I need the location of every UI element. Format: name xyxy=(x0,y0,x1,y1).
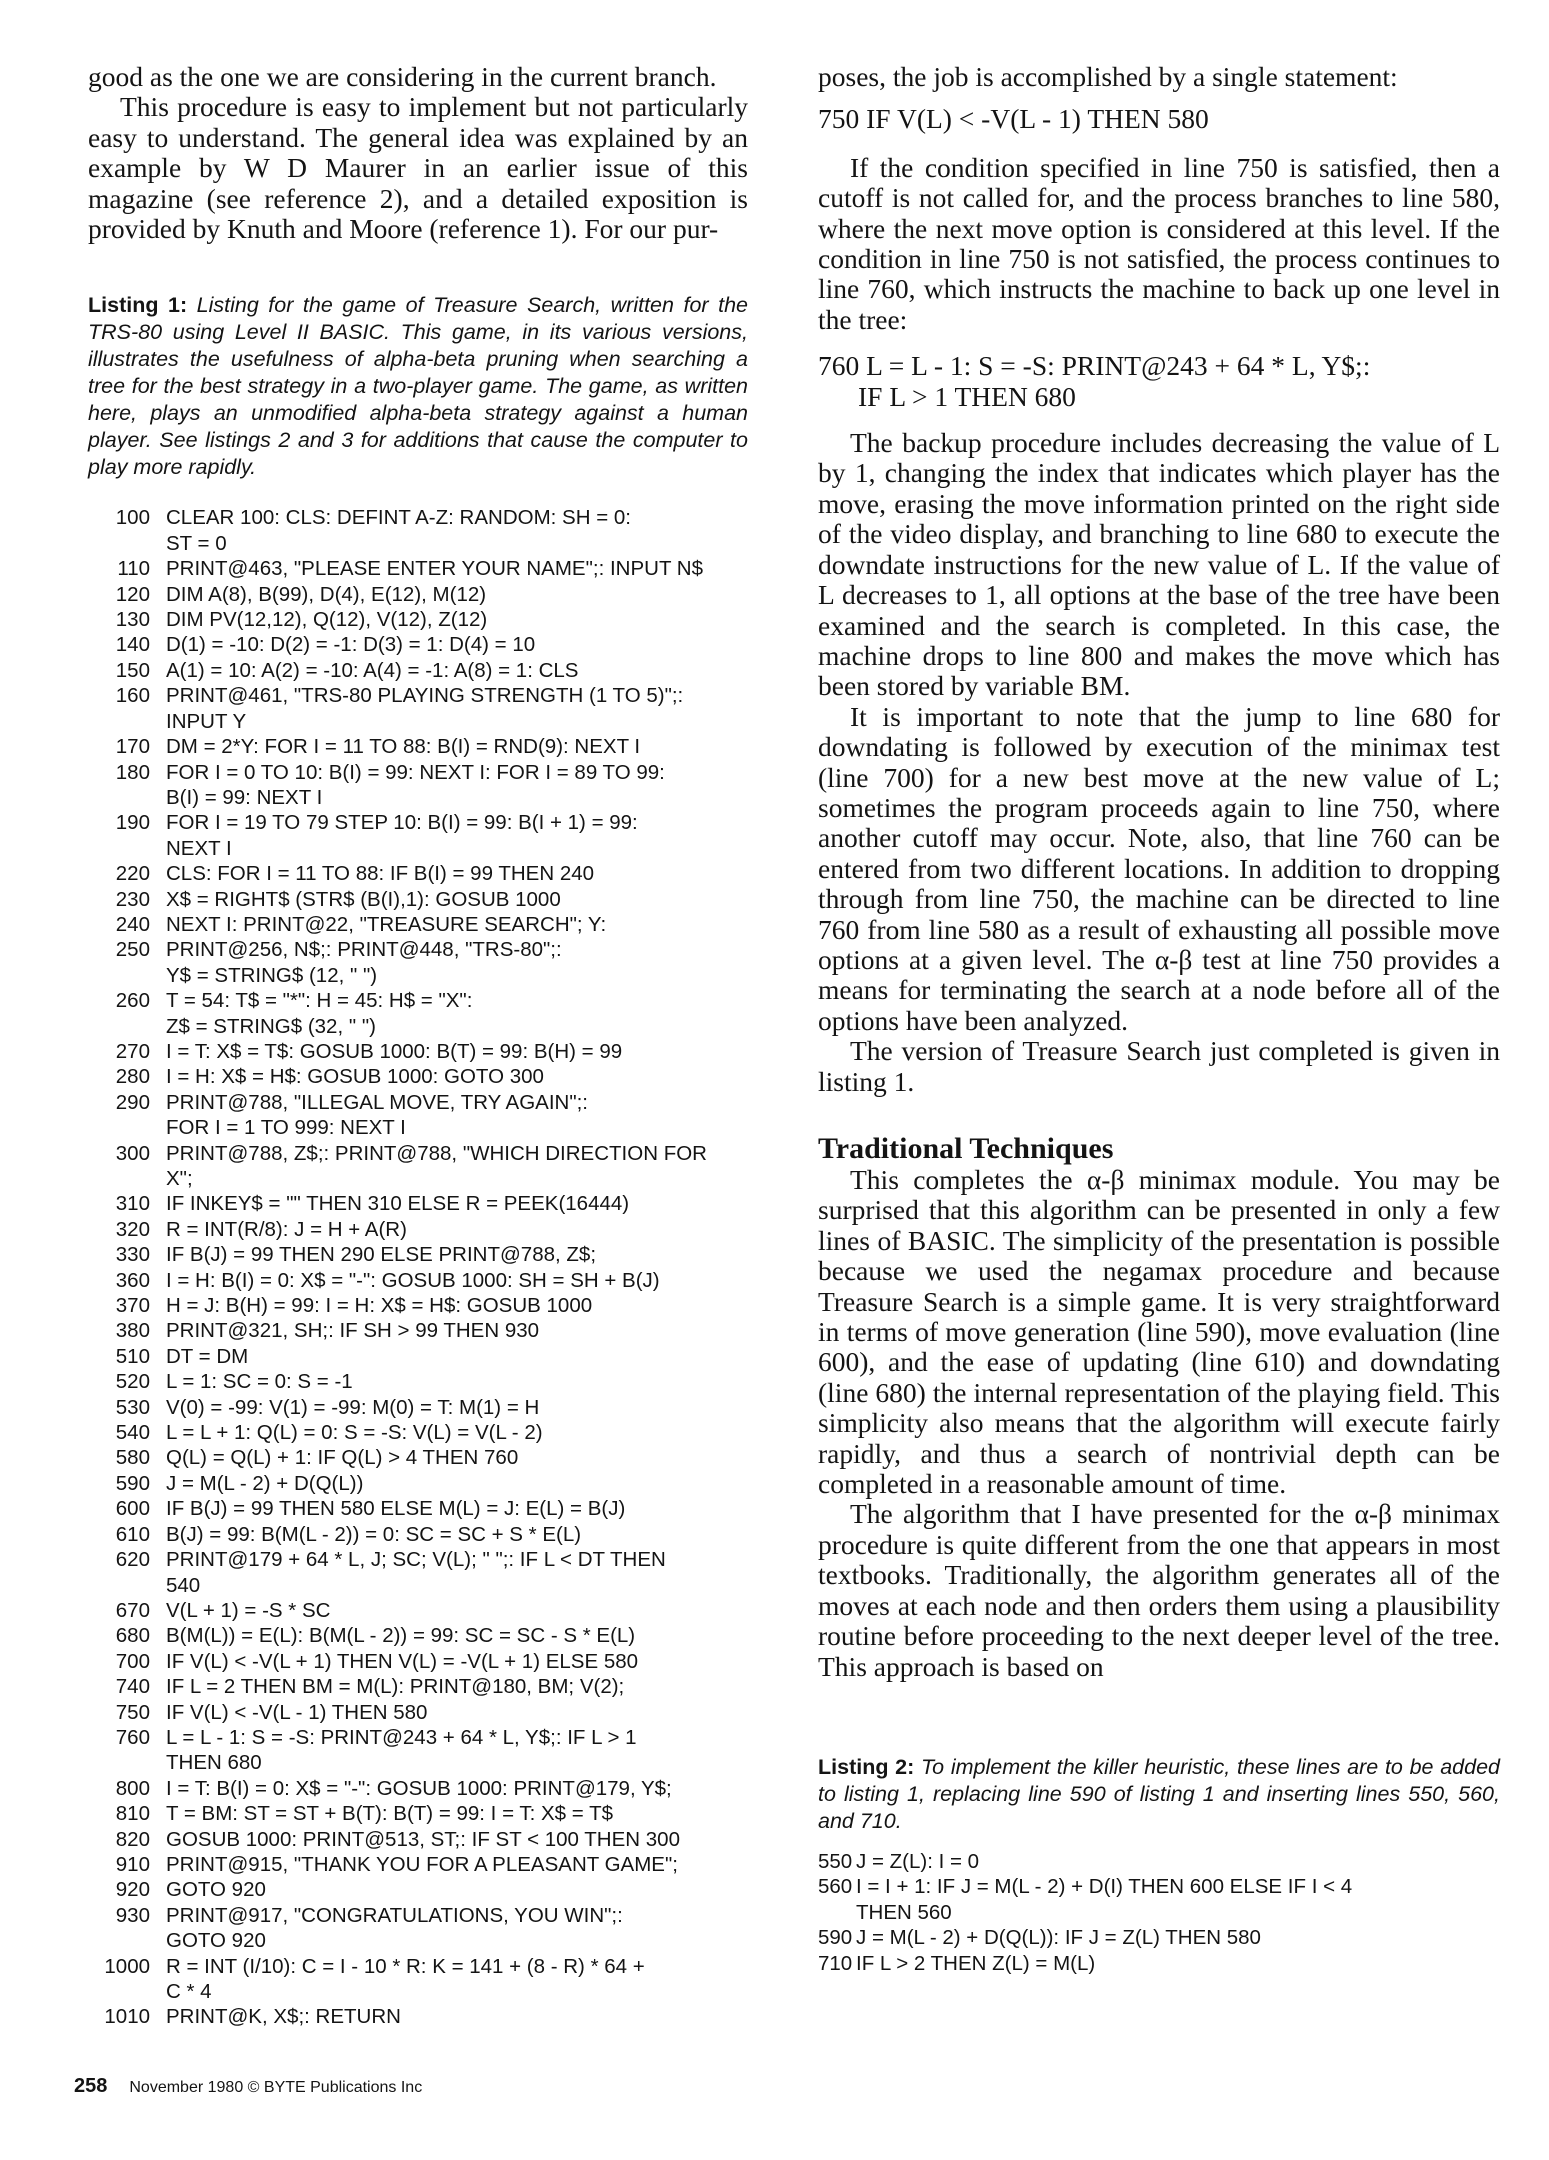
line-code xyxy=(166,1318,748,1343)
line-code xyxy=(166,632,748,657)
line-code xyxy=(856,1925,1500,1950)
line-number: 290 xyxy=(115,1090,150,1114)
line-code xyxy=(166,1598,748,1623)
code-text: INPUT Y xyxy=(166,709,247,733)
code-text: T = 54: T$ = "*": H = 45: H$ = "X": xyxy=(166,989,473,1013)
section-heading: Traditional Techniques xyxy=(818,1132,1114,1165)
code-text: B(J) = 99: B(M(L - 2)) = 0: SC = SC + S * E(L) xyxy=(166,1522,582,1546)
code-text: L = L - 1: S = -S: PRINT@243 + 64 * L, Y$;: IF L > 1 xyxy=(166,1725,637,1749)
line-code xyxy=(166,1217,748,1242)
listing-line xyxy=(88,582,748,607)
line-code xyxy=(166,1522,748,1547)
line-code xyxy=(166,1725,748,1776)
code-text: DT = DM xyxy=(166,1344,249,1368)
line-code xyxy=(166,760,748,811)
code-text: PRINT@256, N$;: PRINT@448, "TRS-80";: xyxy=(166,938,562,962)
code-text: PRINT@461, "TRS-80 PLAYING STRENGTH (1 TO 5)";: xyxy=(166,684,684,708)
code-text: FOR I = 0 TO 10: B(I) = 99: NEXT I: FOR I = 89 TO 99: xyxy=(166,760,665,784)
line-code xyxy=(166,1395,748,1420)
line-number: 260 xyxy=(115,989,150,1013)
code-text: FOR I = 19 TO 79 STEP 10: B(I) = 99: B(I + 1) = 99: xyxy=(166,811,638,835)
right-column xyxy=(818,62,1500,1976)
code-text: Z$ = STRING$ (32, " ") xyxy=(166,1014,376,1038)
page-footer xyxy=(74,2075,422,2098)
line-code xyxy=(166,505,748,556)
listing-line xyxy=(88,1268,748,1293)
line-number: 590 xyxy=(115,1471,150,1495)
line-number: 130 xyxy=(115,608,150,632)
listing-line xyxy=(818,1874,1500,1925)
right-top xyxy=(818,62,1500,92)
paragraph: The version of Treasure Search just completed is given in listing 1. xyxy=(818,1035,1500,1097)
line-code xyxy=(166,1344,748,1369)
line-code xyxy=(166,1649,748,1674)
code-text: GOSUB 1000: PRINT@513, ST;: IF ST < 100 THEN 300 xyxy=(166,1827,680,1851)
line-code xyxy=(166,2004,748,2029)
line-code xyxy=(166,1877,748,1902)
listing-line xyxy=(88,760,748,811)
line-code xyxy=(166,1852,748,1877)
line-code xyxy=(166,1445,748,1470)
code-text: FOR I = 1 TO 999: NEXT I xyxy=(166,1116,406,1140)
line-number: 270 xyxy=(115,1039,150,1063)
line-code xyxy=(166,1776,748,1801)
paragraph: It is important to note that the jump to line 680 for downdating is followed by execution of the minimax test (line 700) for a new best move at the new value of L; sometimes the program proceeds again to line 750, where another cutoff may occur. Note, also, that line 760 can be entered from two different locations. In addition to dropping through from line 750, the machine can be directed to line 760 from line 580 as a result of exhausting all possible move options at a given level. The α-β test at line 750 provides a means for terminating the search at a node before all of the options have been analyzed. xyxy=(818,700,1500,1036)
listing-line xyxy=(88,1954,748,2005)
code-text: T = BM: ST = ST + B(T): B(T) = 99: I = T: X$ = T$ xyxy=(166,1802,613,1826)
line-code xyxy=(166,1547,748,1598)
listing1 xyxy=(88,505,748,2029)
code-text: PRINT@917, "CONGRATULATIONS, YOU WIN";: xyxy=(166,1903,623,1927)
line-code xyxy=(166,1191,748,1216)
line-number: 250 xyxy=(115,938,150,962)
line-code xyxy=(166,1420,748,1445)
listing-line xyxy=(88,1191,748,1216)
listing-line xyxy=(88,1090,748,1141)
listing-line xyxy=(88,1242,748,1267)
code-text: IF L > 2 THEN Z(L) = M(L) xyxy=(856,1951,1096,1975)
line-number: 330 xyxy=(115,1243,150,1267)
listing-line xyxy=(88,1471,748,1496)
statement-750 xyxy=(818,104,1500,134)
listing-line xyxy=(88,988,748,1039)
listing-line xyxy=(88,1064,748,1089)
line-number: 140 xyxy=(115,633,150,657)
line-number: 530 xyxy=(115,1395,150,1419)
code-text: IF INKEY$ = "" THEN 310 ELSE R = PEEK(16444) xyxy=(166,1192,630,1216)
code-text: B(I) = 99: NEXT I xyxy=(166,785,323,809)
right-paras xyxy=(818,428,1500,1097)
line-code xyxy=(166,988,748,1039)
caption-label: Listing 2: xyxy=(818,1754,915,1779)
listing-line xyxy=(88,1369,748,1394)
line-number: 710 xyxy=(818,1951,853,1975)
code-text: GOTO 920 xyxy=(166,1878,266,1902)
line-code xyxy=(166,1954,748,2005)
code-text: D(1) = -10: D(2) = -1: D(3) = 1: D(4) = 10 xyxy=(166,633,536,657)
listing-line xyxy=(88,937,748,988)
line-number: 160 xyxy=(115,684,150,708)
line-code xyxy=(166,810,748,861)
listing-line xyxy=(88,1344,748,1369)
code-text: J = M(L - 2) + D(Q(L)) xyxy=(166,1471,364,1495)
line-code xyxy=(166,1471,748,1496)
listing-line xyxy=(88,1776,748,1801)
line-code xyxy=(166,607,748,632)
line-number: 380 xyxy=(115,1319,150,1343)
line-code xyxy=(166,1039,748,1064)
line-number: 930 xyxy=(115,1903,150,1927)
line-code xyxy=(166,1242,748,1267)
line-code xyxy=(166,861,748,886)
page-number: 258 xyxy=(74,2075,108,2097)
line-number: 220 xyxy=(115,862,150,886)
listing-line xyxy=(88,1649,748,1674)
line-number: 510 xyxy=(115,1344,150,1368)
line-code xyxy=(166,556,748,581)
line-code xyxy=(856,1951,1500,1976)
code-text: V(L + 1) = -S * SC xyxy=(166,1598,331,1622)
line-code xyxy=(166,1268,748,1293)
code-text: I = H: B(I) = 0: X$ = "-": GOSUB 1000: SH = SH + B(J) xyxy=(166,1268,660,1292)
listing-line xyxy=(88,861,748,886)
line-number: 580 xyxy=(115,1446,150,1470)
listing-line xyxy=(88,1141,748,1192)
code-text: IF V(L) < -V(L + 1) THEN V(L) = -V(L + 1) ELSE 580 xyxy=(166,1649,639,1673)
code-text: DM = 2*Y: FOR I = 11 TO 88: B(I) = RND(9): NEXT I xyxy=(166,735,641,759)
listing-line xyxy=(818,1849,1500,1874)
code-text: J = M(L - 2) + D(Q(L)): IF J = Z(L) THEN 580 xyxy=(856,1926,1261,1950)
line-number: 300 xyxy=(115,1141,150,1165)
listing-line xyxy=(88,887,748,912)
listing-line xyxy=(88,2004,748,2029)
line-number: 820 xyxy=(115,1827,150,1851)
right-para-after-750 xyxy=(818,153,1500,335)
listing-line xyxy=(88,1293,748,1318)
code-line: IF L > 1 THEN 680 xyxy=(858,380,1076,412)
listing1-caption xyxy=(88,292,748,481)
line-code xyxy=(166,1064,748,1089)
code-text: I = I + 1: IF J = M(L - 2) + D(I) THEN 600 ELSE IF I < 4 xyxy=(856,1875,1353,1899)
code-text: X$ = RIGHT$ (STR$ (B(I),1): GOSUB 1000 xyxy=(166,887,561,911)
listing-line xyxy=(88,1827,748,1852)
caption-label: Listing 1: xyxy=(88,293,188,318)
line-number: 910 xyxy=(115,1852,150,1876)
listing-line xyxy=(88,1700,748,1725)
line-number: 280 xyxy=(115,1065,150,1089)
paragraph: good as the one we are considering in the current branch. xyxy=(88,61,717,92)
listing-line xyxy=(88,658,748,683)
code-text: X"; xyxy=(166,1167,193,1190)
line-number: 610 xyxy=(115,1522,150,1546)
code-text: IF B(J) = 99 THEN 290 ELSE PRINT@788, Z$; xyxy=(166,1243,597,1267)
line-code xyxy=(166,582,748,607)
code-text: PRINT@321, SH;: IF SH > 99 THEN 930 xyxy=(166,1319,540,1343)
line-code xyxy=(166,1827,748,1852)
listing-line xyxy=(88,1039,748,1064)
code-text: DIM PV(12,12), Q(12), V(12), Z(12) xyxy=(166,608,488,632)
caption-text: Listing for the game of Treasure Search, written for the TRS-80 using Level II BASIC. This game, in its various versions, illustrates the usefulness of alpha-beta pruning when searching a tree for the best strategy in a two-player game. The game, as written here, plays an unmodified alpha-beta strategy against a human player. See listings 2 and 3 for additions that cause the computer to play more rapidly. xyxy=(88,293,748,480)
code-text: CLEAR 100: CLS: DEFINT A-Z: RANDOM: SH = 0: xyxy=(166,506,631,530)
code-text: R = INT(R/8): J = H + A(R) xyxy=(166,1217,407,1241)
code-text: C * 4 xyxy=(166,1980,212,2003)
caption-text: To implement the killer heuristic, these lines are to be added to listing 1, replacing line 590 of listing 1 and inserting lines 550, 560, and 710. xyxy=(818,1754,1500,1833)
line-code xyxy=(166,1801,748,1826)
listing-line xyxy=(88,912,748,937)
code-text: R = INT (I/10): C = I - 10 * R: K = 141 + (8 - R) * 64 + xyxy=(166,1954,645,1978)
line-number: 180 xyxy=(115,760,150,784)
paragraph: This procedure is easy to implement but not particularly easy to understand. The general idea was explained by an example by W D Maurer in an earlier issue of this magazine (see reference 2), and a detailed exposition is provided by Knuth and Moore (reference 1). For our pur- xyxy=(88,91,748,245)
listing-line xyxy=(88,734,748,759)
line-number: 190 xyxy=(115,811,150,835)
code-text: CLS: FOR I = 11 TO 88: IF B(I) = 99 THEN 240 xyxy=(166,862,595,886)
listing-line xyxy=(88,810,748,861)
line-code xyxy=(166,1700,748,1725)
code-text: PRINT@788, "ILLEGAL MOVE, TRY AGAIN";: xyxy=(166,1090,588,1114)
line-number: 620 xyxy=(115,1548,150,1572)
line-code xyxy=(166,887,748,912)
line-number: 810 xyxy=(115,1802,150,1826)
line-code xyxy=(166,937,748,988)
line-code xyxy=(166,1369,748,1394)
left-column xyxy=(88,62,748,2030)
paragraph: If the condition specified in line 750 is satisfied, then a cutoff is not called for, and the process branches to line 580, where the next move option is considered at this level. If the condition in line 750 is not satisfied, the process continues to line 760, which instructs the machine to back up one level in the tree: xyxy=(818,151,1500,335)
listing-line xyxy=(88,1801,748,1826)
line-number: 680 xyxy=(115,1624,150,1648)
line-number: 920 xyxy=(115,1878,150,1902)
code-text: IF V(L) < -V(L - 1) THEN 580 xyxy=(166,1700,428,1724)
listing-line xyxy=(88,1217,748,1242)
listing-line xyxy=(88,632,748,657)
line-code xyxy=(166,912,748,937)
code-text: PRINT@788, Z$;: PRINT@788, "WHICH DIRECTION FOR xyxy=(166,1141,707,1165)
listing-line xyxy=(88,505,748,556)
listing-line xyxy=(88,1725,748,1776)
listing-line xyxy=(88,1674,748,1699)
line-number: 590 xyxy=(818,1926,853,1950)
line-code xyxy=(166,1293,748,1318)
line-number: 310 xyxy=(115,1192,150,1216)
code-text: J = Z(L): I = 0 xyxy=(856,1849,980,1873)
listing-line xyxy=(88,1547,748,1598)
code-line: 750 IF V(L) < -V(L - 1) THEN 580 xyxy=(818,103,1209,135)
listing-line xyxy=(88,1395,748,1420)
code-text: I = T: X$ = T$: GOSUB 1000: B(T) = 99: B(H) = 99 xyxy=(166,1039,623,1063)
line-number: 110 xyxy=(117,557,150,581)
line-number: 700 xyxy=(115,1649,150,1673)
code-text: ST = 0 xyxy=(166,531,227,555)
line-code xyxy=(166,1903,748,1954)
line-number: 1010 xyxy=(104,2005,150,2029)
listing-line xyxy=(88,1496,748,1521)
listing-line xyxy=(88,1598,748,1623)
code-line: 760 L = L - 1: S = -S: PRINT@243 + 64 * L, Y$;: xyxy=(818,350,1371,382)
line-code xyxy=(166,1090,748,1141)
line-number: 100 xyxy=(115,506,150,530)
line-number: 170 xyxy=(115,735,150,759)
listing-line xyxy=(88,1445,748,1470)
code-text: GOTO 920 xyxy=(166,1929,266,1953)
code-text: NEXT I: PRINT@22, "TREASURE SEARCH"; Y: xyxy=(166,912,607,936)
code-text: IF L = 2 THEN BM = M(L): PRINT@180, BM; V(2); xyxy=(166,1675,625,1699)
code-text: NEXT I xyxy=(166,836,232,860)
code-text: DIM A(8), B(99), D(4), E(12), M(12) xyxy=(166,582,487,606)
line-number: 670 xyxy=(115,1598,150,1622)
line-number: 1000 xyxy=(104,1954,150,1978)
code-text: I = H: X$ = H$: GOSUB 1000: GOTO 300 xyxy=(166,1065,544,1089)
listing-line xyxy=(88,607,748,632)
listing-line xyxy=(88,1522,748,1547)
right-paras2 xyxy=(818,1165,1500,1682)
code-text: I = T: B(I) = 0: X$ = "-": GOSUB 1000: PRINT@179, Y$; xyxy=(166,1776,672,1800)
line-number: 240 xyxy=(115,912,150,936)
line-code xyxy=(166,1674,748,1699)
line-code xyxy=(166,658,748,683)
line-number: 600 xyxy=(115,1497,150,1521)
listing2 xyxy=(818,1849,1500,1976)
line-code xyxy=(166,1141,748,1192)
paragraph: This completes the α-β minimax module. You may be surprised that this algorithm can be presented in only a few lines of BASIC. The simplicity of the presentation is possible because we used the negamax procedure and because Treasure Search is a simple game. It is very straightforward in terms of move generation (line 590), move evaluation (line 600), and the ease of updating (line 610) and downdating (line 680) the internal representation of the playing field. This simplicity also means that the algorithm will execute fairly rapidly, and thus a search of nontrivial depth can be completed in a reasonable amount of time. xyxy=(818,1164,1500,1500)
code-text: Y$ = STRING$ (12, " ") xyxy=(166,963,378,987)
code-text: THEN 680 xyxy=(166,1751,262,1775)
code-text: L = L + 1: Q(L) = 0: S = -S: V(L) = V(L - 2) xyxy=(166,1421,543,1445)
line-number: 740 xyxy=(115,1675,150,1699)
paragraph: poses, the job is accomplished by a single statement: xyxy=(818,61,1398,92)
listing-line xyxy=(818,1925,1500,1950)
line-number: 120 xyxy=(115,582,150,606)
left-intro xyxy=(88,62,748,244)
line-code xyxy=(166,1623,748,1648)
line-code xyxy=(166,734,748,759)
code-text: A(1) = 10: A(2) = -10: A(4) = -1: A(8) = 1: CLS xyxy=(166,658,579,682)
code-text: PRINT@915, "THANK YOU FOR A PLEASANT GAME"; xyxy=(166,1852,678,1876)
code-text: L = 1: SC = 0: S = -1 xyxy=(166,1370,353,1394)
line-number: 230 xyxy=(115,887,150,911)
listing-line xyxy=(88,1623,748,1648)
line-code xyxy=(856,1874,1500,1925)
listing2-caption xyxy=(818,1754,1500,1835)
line-number: 320 xyxy=(115,1217,150,1241)
line-code xyxy=(856,1849,1500,1874)
line-code xyxy=(166,1496,748,1521)
code-text: PRINT@463, "PLEASE ENTER YOUR NAME";: INPUT N$ xyxy=(166,557,703,581)
paragraph: The backup procedure includes decreasing the value of L by 1, changing the index that indicates which player has the move, erasing the move information printed on the right side of the video display, and branching to line 680 to execute the downdate instructions for the new value of L. If the value of L decreases to 1, all options at the base of the tree have been examined and the search is completed. In this case, the machine drops to line 800 and makes the move which has been stored by variable BM. xyxy=(818,427,1500,702)
line-number: 540 xyxy=(115,1421,150,1445)
code-text: V(0) = -99: V(1) = -99: M(0) = T: M(1) = H xyxy=(166,1395,540,1419)
line-number: 550 xyxy=(818,1849,853,1873)
listing-line xyxy=(88,1903,748,1954)
code-text: B(M(L)) = E(L): B(M(L - 2)) = 99: SC = SC - S * E(L) xyxy=(166,1624,636,1648)
code-text: PRINT@179 + 64 * L, J; SC; V(L); " ";: IF L < DT THEN xyxy=(166,1548,666,1572)
footer-credit: November 1980 © BYTE Publications Inc xyxy=(129,2079,423,2096)
listing-line xyxy=(88,683,748,734)
listing-line xyxy=(88,556,748,581)
code-text: PRINT@K, X$;: RETURN xyxy=(166,2005,401,2029)
line-number: 360 xyxy=(115,1268,150,1292)
code-text: Q(L) = Q(L) + 1: IF Q(L) > 4 THEN 760 xyxy=(166,1446,519,1470)
listing-line xyxy=(818,1951,1500,1976)
listing-line xyxy=(88,1420,748,1445)
code-text: 540 xyxy=(166,1573,201,1597)
listing-line xyxy=(88,1852,748,1877)
line-number: 760 xyxy=(115,1725,150,1749)
listing-line xyxy=(88,1877,748,1902)
line-number: 150 xyxy=(115,658,150,682)
line-number: 520 xyxy=(115,1370,150,1394)
line-number: 750 xyxy=(115,1700,150,1724)
listing-line xyxy=(88,1318,748,1343)
statement-760 xyxy=(818,351,1500,412)
code-text: IF B(J) = 99 THEN 580 ELSE M(L) = J: E(L) = B(J) xyxy=(166,1497,626,1521)
line-number: 800 xyxy=(115,1776,150,1800)
paragraph: The algorithm that I have presented for the α-β minimax procedure is quite different from the one that appears in most textbooks. Traditionally, the algorithm generates all of the moves at each node and then orders them using a plausibility routine before proceeding to the next deeper level of the tree. This approach is based on xyxy=(818,1498,1500,1682)
line-code xyxy=(166,683,748,734)
code-text: THEN 560 xyxy=(856,1900,952,1924)
code-text: H = J: B(H) = 99: I = H: X$ = H$: GOSUB 1000 xyxy=(166,1294,593,1318)
line-number: 370 xyxy=(115,1294,150,1318)
line-number: 560 xyxy=(818,1875,853,1899)
